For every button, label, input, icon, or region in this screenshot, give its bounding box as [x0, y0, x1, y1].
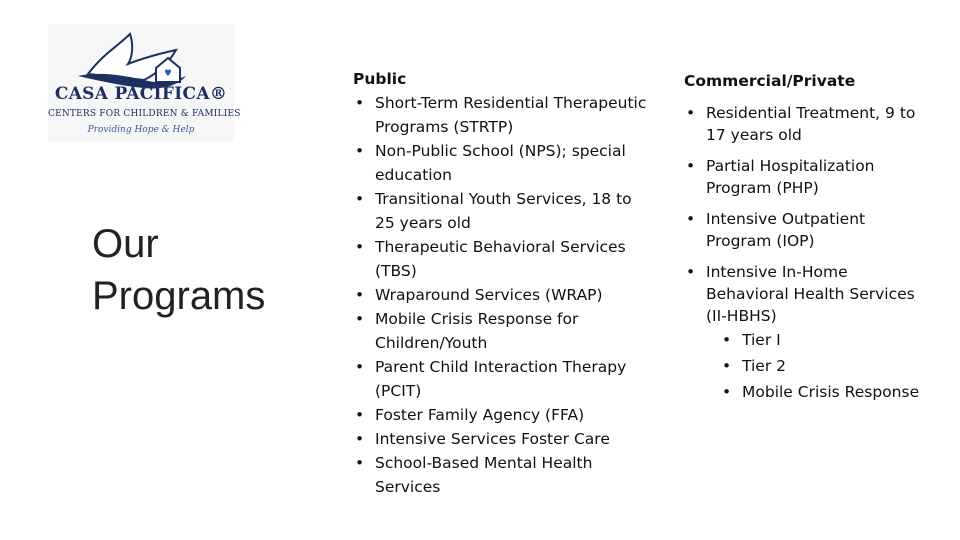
list-item: • School-Based Mental Health Services — [353, 451, 649, 499]
logo-name: CASA PACIFICA® — [54, 84, 228, 104]
logo-subtitle: CENTERS FOR CHILDREN & FAMILIES — [48, 109, 241, 119]
list-item: • Foster Family Agency (FFA) — [353, 403, 649, 427]
list-item: • Partial Hospitalization Program (PHP) — [684, 155, 934, 199]
list-item: • Intensive Services Foster Care — [353, 427, 649, 451]
list-item-label: Intensive In-Home Behavioral Health Services (II-HBHS) — [706, 263, 915, 325]
public-programs-column — [353, 67, 649, 499]
sub-list-item: • Tier I — [720, 329, 934, 351]
casa-pacifica-logo — [48, 24, 241, 142]
commercial-heading: Commercial/Private — [684, 72, 856, 90]
commercial-programs-column — [684, 70, 934, 412]
public-heading: Public — [353, 70, 407, 88]
list-item: • Wraparound Services (WRAP) — [353, 283, 649, 307]
list-item: • Mobile Crisis Response for Children/Youth — [353, 307, 649, 355]
page-title — [92, 218, 265, 322]
ii-hbhs-sublist — [720, 329, 934, 403]
list-item: • Residential Treatment, 9 to 17 years old — [684, 102, 934, 146]
title-line-1: Our — [92, 222, 159, 266]
list-item: • Transitional Youth Services, 18 to 25 years old — [353, 187, 649, 235]
list-item: • Short-Term Residential Therapeutic Programs (STRTP) — [353, 91, 649, 139]
logo-tagline: Providing Hope & Help — [87, 125, 195, 135]
sub-list-item: • Tier 2 — [720, 355, 934, 377]
list-item: • Parent Child Interaction Therapy (PCIT) — [353, 355, 649, 403]
list-item: • Non-Public School (NPS); special education — [353, 139, 649, 187]
commercial-program-list — [684, 102, 934, 403]
sub-list-item: • Mobile Crisis Response — [720, 381, 934, 403]
list-item: • Therapeutic Behavioral Services (TBS) — [353, 235, 649, 283]
list-item: • Intensive Outpatient Program (IOP) — [684, 208, 934, 252]
title-line-2: Programs — [92, 274, 266, 318]
list-item-ii-hbhs — [684, 261, 934, 403]
public-program-list — [353, 91, 649, 499]
